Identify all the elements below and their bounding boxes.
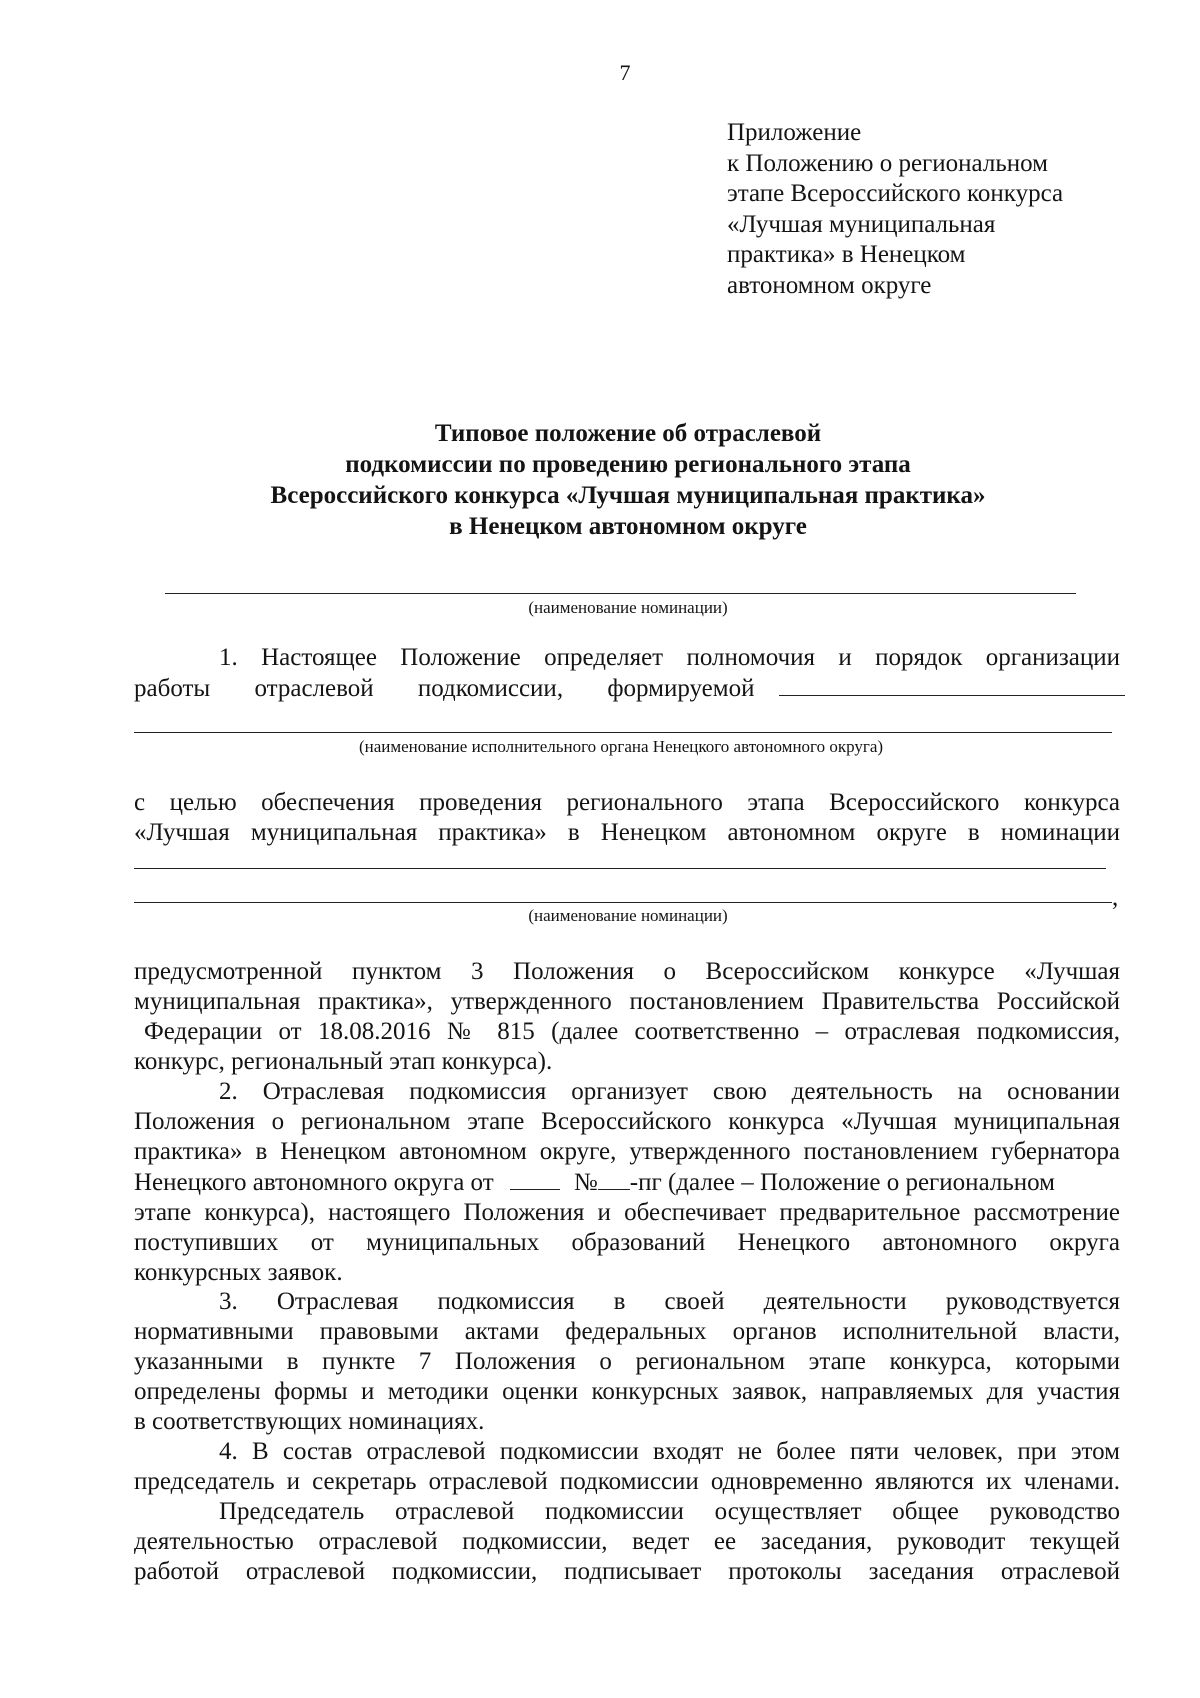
clause-1-line: муниципальная практика», утвержденного постановлением Правительства Российской: [134, 988, 1120, 1015]
clause-1-line: предусмотренной пунктом 3 Положения о Всероссийском конкурсе «Лучшая: [134, 958, 1120, 985]
chairman-line: работой отраслевой подкомиссии, подписывает протоколы заседания отраслевой: [134, 1558, 1120, 1585]
title-line: Типовое положение об отраслевой: [434, 420, 822, 447]
clause-2-line: 2. Отраслевая подкомиссия организует свою деятельность на основании: [219, 1078, 1120, 1105]
date-blank: [510, 1167, 560, 1190]
clause-3-line: указанными в пункте 7 Положения о региональном этапе конкурса, которыми: [134, 1348, 1120, 1375]
clause-3-line: определены формы и методики оценки конкурсных заявок, направляемых для участия: [134, 1378, 1120, 1405]
executive-body-caption: (наименование исполнительного органа Ненецкого автономного округа): [358, 737, 884, 756]
appendix-line: практика» в Ненецком: [727, 241, 966, 268]
decree-number-blank: [598, 1167, 630, 1190]
clause-1-line: конкурс, региональный этап конкурса).: [134, 1048, 553, 1075]
title-line: в Ненецком автономном округе: [449, 513, 807, 540]
number-sign: №: [573, 1169, 598, 1196]
clause-1-line: 1. Настоящее Положение определяет полномочия и порядок организации: [219, 644, 1120, 671]
clause-3: [134, 1287, 1120, 1437]
chairman-line: деятельностью отраслевой подкомиссии, ведет ее заседания, руководит текущей: [134, 1528, 1120, 1555]
page-number: 7: [619, 60, 631, 85]
appendix-line: автономном округе: [727, 271, 932, 299]
clause-2-line: [134, 1167, 1120, 1198]
nomination-caption-2: (наименование номинации): [528, 906, 728, 925]
clause-1-purpose: [134, 788, 1120, 848]
title-line: Всероссийского конкурса «Лучшая муниципальная практика»: [270, 482, 986, 509]
nomination-fill-line: [165, 593, 1076, 594]
executive-body-blank: [779, 673, 1125, 696]
appendix-line: Приложение: [727, 119, 862, 146]
clause-3-line: нормативными правовыми актами федеральных органов исполнительной власти,: [134, 1318, 1120, 1345]
clause-2-line: поступивших от муниципальных образований Ненецкого автономного округа: [134, 1229, 1120, 1256]
nomination-fill-line-1: [134, 868, 1106, 869]
title-line: подкомиссии по проведению регионального этапа: [345, 451, 911, 478]
nomination-fill-line-2: [134, 902, 1112, 903]
appendix-note: [727, 118, 1063, 301]
comma: ,: [1112, 884, 1119, 911]
clause-1-line: с целью обеспечения проведения регионального этапа Всероссийского конкурса: [134, 789, 1120, 816]
executive-body-fill-line: [134, 732, 1112, 733]
appendix-line: «Лучшая муниципальная: [727, 210, 996, 238]
clause-2-line: конкурсных заявок.: [134, 1259, 343, 1286]
nomination-caption: (наименование номинации): [528, 598, 728, 617]
clause-2-line: этапе конкурса), настоящего Положения и обеспечивает предварительное рассмотрение: [134, 1199, 1120, 1226]
clause-1-line-text: работы отраслевой подкомиссии, формируемой: [134, 675, 755, 702]
clause-1-intro: [134, 643, 1120, 704]
clause-2: [134, 1077, 1120, 1288]
clause-3-line: в соответствующих номинациях.: [134, 1408, 485, 1435]
chairman-line: Председатель отраслевой подкомиссии осуществляет общее руководство: [219, 1498, 1120, 1525]
document-title: [0, 418, 1200, 542]
clause-1-line: «Лучшая муниципальная практика» в Ненецком автономном округе в номинации: [134, 819, 1120, 846]
clause-2-line: практика» в Ненецком автономном округе, утвержденного постановлением губернатора: [134, 1138, 1120, 1165]
clause-3-line: 3. Отраслевая подкомиссия в своей деятельности руководствуется: [219, 1288, 1120, 1315]
clause-2-line-text: -пг (далее – Положение о региональном: [629, 1169, 1055, 1196]
clause-2-line-text: Ненецкого автономного округа от: [134, 1169, 494, 1196]
clause-2-line: Положения о региональном этапе Всероссийского конкурса «Лучшая муниципальная: [134, 1108, 1120, 1135]
clause-4-line: 4. В состав отраслевой подкомиссии входят не более пяти человек, при этом: [219, 1438, 1120, 1465]
appendix-line: этапе Всероссийского конкурса: [727, 180, 1064, 207]
chairman-paragraph: [134, 1497, 1120, 1587]
clause-4: [134, 1437, 1120, 1497]
clause-1-continuation: [134, 957, 1120, 1077]
appendix-line: к Положению о региональном: [727, 149, 1048, 177]
clause-1-line: [134, 673, 1120, 704]
clause-4-line: председатель и секретарь отраслевой подкомиссии одновременно являются их членами.: [134, 1468, 1120, 1495]
clause-1-line: Федерации от 18.08.2016 № 815 (далее соответственно – отраслевая подкомиссия,: [144, 1018, 1120, 1045]
